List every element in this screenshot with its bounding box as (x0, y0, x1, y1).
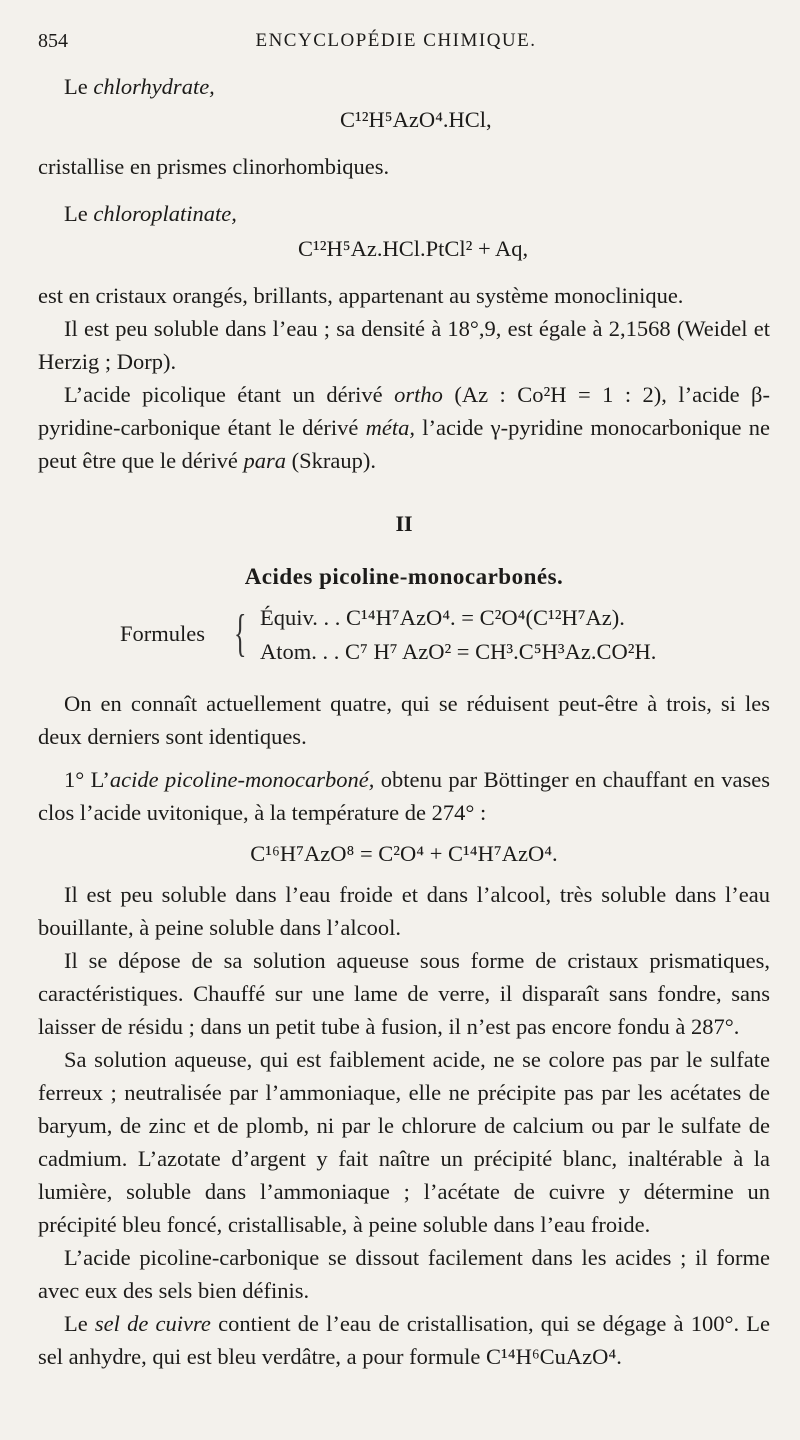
running-title: ENCYCLOPÉDIE CHIMIQUE. (255, 30, 537, 51)
chlorhydrate-formula: C¹²H⁵AzO⁴.HCl, (340, 107, 492, 132)
soluble-paragraph: Il est peu soluble dans l’eau froide et dans l’alcool, très soluble dans l’eau bouillante, à peine soluble dans l’alcool. (38, 882, 770, 940)
formule-atom: Atom. . . C⁷ H⁷ AzO² = CH³.C⁵H³Az.CO²H. (260, 639, 657, 664)
cuivre-paragraph (38, 1307, 770, 1373)
chlorhydrate-text: cristallise en prismes clinorhombiques. (38, 154, 390, 179)
first-acid-name: acide picoline-monocarboné, (109, 767, 375, 792)
ortho-text-c: l’acide γ-pyridine monocarbonique ne peut être que le dérivé (38, 415, 771, 473)
solution-paragraph: Sa solution aqueuse, qui est faiblement acide, ne se colore pas par le sulfate ferreux ; neutralisée par l’ammoniaque, elle ne précipite pas par les acétates de baryum, de zinc et de plomb, ni par le chlorure de calcium ou par le sulfate de cadmium. L’azotate d’argent y fait naître un précipité blanc, inaltérable à la lumière, soluble dans l’ammoniaque ; l’acétate de cuivre y détermine un précipité bleu foncé, cristallisable, à peine soluble dans l’eau froide. (38, 1047, 770, 1237)
chloroplatinate-text: est en cristaux orangés, brillants, appartenant au système monoclinique. (38, 283, 684, 308)
chlorhydrate-heading (38, 70, 770, 103)
cuivre-text-a: Le (64, 1311, 88, 1336)
chlorhydrate-intro: Le (64, 74, 88, 99)
para-word: para (243, 448, 287, 473)
formules-label: Formules (120, 621, 206, 646)
page-header (38, 30, 754, 56)
depose-paragraph: Il se dépose de sa solution aqueuse sous forme de cristaux prismatiques, caractéristiques. Chauffé sur une lame de verre, il disparaît sans fondre, sans laisser de résidu ; dans un petit tube à fusion, il n’est pas encore fondu à 287°. (38, 948, 770, 1039)
cuivre-name: sel de cuivre (94, 1311, 211, 1336)
chloroplatinate-intro: Le (64, 201, 88, 226)
ortho-word: ortho (394, 382, 443, 407)
first-acid-paragraph (38, 763, 770, 829)
chlorhydrate-name: chlorhydrate, (93, 74, 215, 99)
chloroplatinate-formula: C¹²H⁵Az.HCl.PtCl² + Aq, (298, 236, 529, 261)
ortho-meta-para-paragraph (38, 378, 770, 477)
acides-paragraph: L’acide picoline-carbonique se dissout facilement dans les acides ; il forme avec eux des sels bien définis. (38, 1245, 770, 1303)
first-acid-text: obtenu par Böttinger en chauffant en vases clos l’acide uvitonique, à la température de 274° : (38, 767, 771, 825)
page-number: 854 (38, 30, 68, 52)
meta-word: méta, (365, 415, 415, 440)
chloroplatinate-heading (38, 197, 770, 230)
formule-equiv: Équiv. . . C¹⁴H⁷AzO⁴. = C²O⁴(C¹²H⁷Az). (260, 605, 625, 630)
solubility-paragraph: Il est peu soluble dans l’eau ; sa densité à 18°,9, est égale à 2,1568 (Weidel et Herzig ; Dorp). (38, 316, 770, 374)
ortho-text-b: (Az : Co²H = 1 : 2), l’acide β-pyridine-carbonique étant le dérivé (38, 382, 770, 440)
formules-block (38, 601, 770, 677)
page-body (38, 70, 770, 1373)
chloroplatinate-name: chloroplatinate, (93, 201, 237, 226)
equation: C¹⁶H⁷AzO⁸ = C²O⁴ + C¹⁴H⁷AzO⁴. (250, 841, 558, 866)
cuivre-text-b: contient de l’eau de cristallisation, qui se dégage à 100°. Le sel anhydre, qui est bleu verdâtre, a pour formule C¹⁴H⁶CuAzO⁴. (38, 1311, 770, 1369)
brace-icon: { (234, 605, 247, 662)
first-acid-num: 1° L’ (64, 767, 110, 792)
section-numeral: II (395, 511, 413, 536)
section-title: Acides picoline-monocarbonés. (244, 564, 564, 589)
quatre-paragraph: On en connaît actuellement quatre, qui se réduisent peut-être à trois, si les deux derniers sont identiques. (38, 691, 770, 749)
ortho-text-d: (Skraup). (291, 448, 377, 473)
ortho-text-a: L’acide picolique étant un dérivé (64, 382, 383, 407)
